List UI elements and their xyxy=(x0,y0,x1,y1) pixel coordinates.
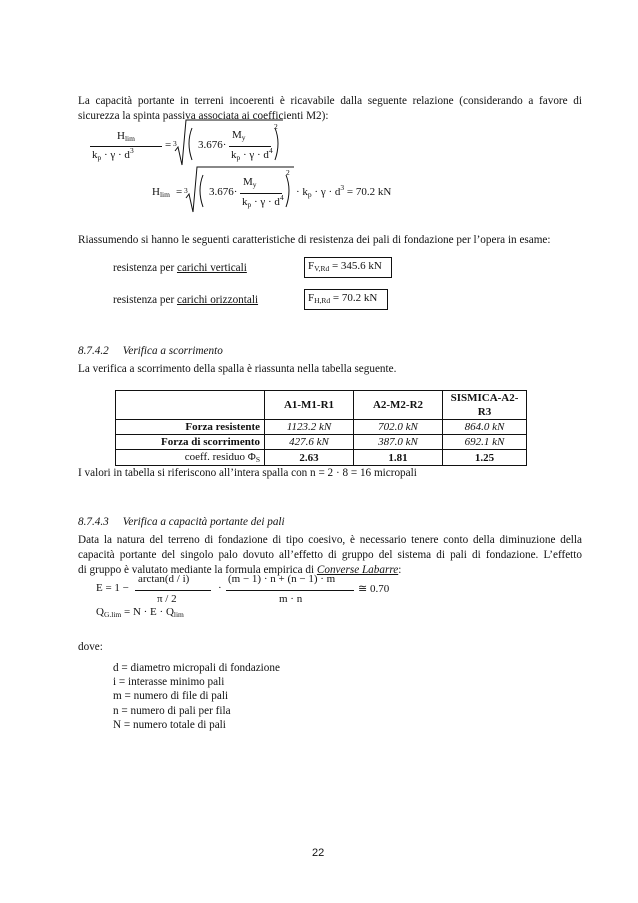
f1-lhs-denominator: kp · $\gamma \cdot d^3$ xyxy=(92,146,134,162)
f1-moment-numerator: My xyxy=(232,129,246,142)
resistance-vertical-box: FV,Rd = 345.6 kN xyxy=(304,257,392,278)
f1-lhs-numerator: Hlim xyxy=(117,130,135,143)
f1-equals: = xyxy=(165,139,172,151)
table-header-cell: A1-M1-R1 xyxy=(265,391,354,420)
section-8743-line-3: di gruppo è valutato mediante la formula empirica di Converse Labarre: xyxy=(78,564,402,576)
f2-power: 2 xyxy=(286,168,290,177)
f3-den1: π / 2 xyxy=(157,593,177,605)
list-item: n = numero di pali per fila xyxy=(113,704,231,717)
f3-fraction-bar-1 xyxy=(135,590,211,591)
f3-result: ≅ 0.70 xyxy=(358,583,390,595)
f3-lhs: E = 1 − xyxy=(96,582,129,594)
f2-lhs: Hlim xyxy=(152,186,170,199)
resistance-horizontal-box: FH,Rd = 70.2 kN xyxy=(304,289,388,310)
list-item: d = diametro micropali di fondazione xyxy=(113,662,280,674)
f1-power: 2 xyxy=(274,122,278,131)
table-cell: 2.63 xyxy=(265,450,354,466)
section-8742-text: La verifica a scorrimento della spalla è riassunta nella tabella seguente. xyxy=(78,363,397,375)
f2-tail: · kp · $\gamma \cdot d^3 = 70.2$ kN xyxy=(296,183,392,199)
table-row-label: Forza di scorrimento xyxy=(116,435,265,450)
f3-num2: (m − 1) · n + (n − 1) · m xyxy=(228,573,336,585)
list-item: i = interasse minimo pali xyxy=(113,676,225,689)
table-cell: 692.1 kN xyxy=(443,435,527,450)
f1-coefficient: 3.676· xyxy=(198,139,227,151)
table-cell: 1123.2 kN xyxy=(265,420,354,435)
f2-moment-numerator: My xyxy=(243,176,257,189)
table-cell: 427.6 kN xyxy=(265,435,354,450)
intro-line-2: sicurezza la spinta passiva associata ai coefficienti M2): xyxy=(78,110,329,122)
table-row-label: Forza resistente xyxy=(116,420,265,435)
summary-text: Riassumendo si hanno le seguenti caratteristiche di resistenza dei pali di fondazione per l’opera in esame: xyxy=(78,234,551,246)
f2-equals: = xyxy=(176,186,183,198)
table-header-cell: SISMICA-A2-R3 xyxy=(443,391,527,420)
page-number: 22 xyxy=(312,847,325,859)
table-cell: 702.0 kN xyxy=(354,420,443,435)
f1-root-index: 3 xyxy=(173,139,177,148)
formula-group-capacity: QG.lim = N · E · Qlim xyxy=(96,606,184,619)
section-8742-heading: 8.7.4.2 Verifica a scorrimento xyxy=(78,345,223,357)
resistance-vertical-label: resistenza per carichi verticali xyxy=(113,262,247,274)
table-row-label: coeff. residuo ΦS xyxy=(116,450,265,466)
f3-fraction-bar-2 xyxy=(226,590,354,591)
f2-root-index: 3 xyxy=(184,186,188,195)
table-note: I valori in tabella si riferiscono all’intera spalla con n = 2 · 8 = 16 micropali xyxy=(78,467,417,479)
f2-coefficient: 3.676· xyxy=(209,186,238,198)
table-cell: 1.25 xyxy=(443,450,527,466)
f3-num1: arctan(d / i) xyxy=(138,573,190,585)
list-item: m = numero di file di pali xyxy=(113,690,229,703)
list-item: N = numero totale di pali xyxy=(113,718,226,731)
definitions-list xyxy=(113,661,280,732)
dove-label: dove: xyxy=(78,641,103,653)
f1-moment-denominator: kp · $\gamma \cdot d^4$ xyxy=(231,146,273,162)
table-header-cell: A2-M2-R2 xyxy=(354,391,443,420)
section-8743-line-1: Data la natura del terreno di fondazione di tipo coesivo, è necessario tenere conto della diminuzione della xyxy=(78,534,582,546)
f2-moment-denominator: kp · $\gamma \cdot d^4$ xyxy=(242,193,284,209)
resistance-horizontal-label: resistenza per carichi orizzontali xyxy=(113,294,259,306)
f3-den2: m · n xyxy=(279,593,303,605)
f3-dot: · xyxy=(218,582,222,594)
table-cell: 1.81 xyxy=(354,450,443,466)
table-cell: 864.0 kN xyxy=(443,420,527,435)
intro-line-1: La capacità portante in terreni incoerenti è ricavabile dalla seguente relazione (considerando a favore di xyxy=(78,95,582,107)
section-8743-heading: 8.7.4.3 Verifica a capacità portante dei pali xyxy=(78,516,285,528)
section-8743-line-2: capacità portante del singolo palo dovuto all’effetto di gruppo del sistema di pali di fondazione. L’effetto xyxy=(78,549,582,561)
table-cell: 387.0 kN xyxy=(354,435,443,450)
